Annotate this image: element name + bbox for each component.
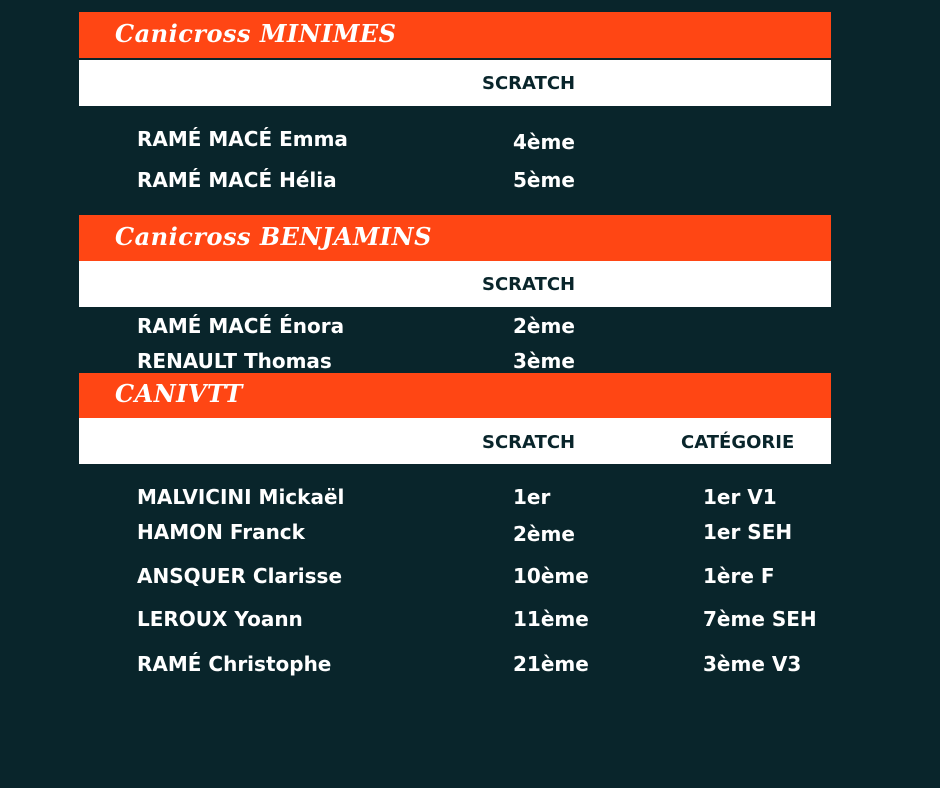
- table-header-canivtt: [79, 418, 831, 464]
- section-title-bar-canivtt: [79, 373, 831, 418]
- scratch-column-header: SCRATCH: [482, 274, 576, 295]
- participant-name: ANSQUER Clarisse: [137, 564, 343, 588]
- table-row: [0, 127, 940, 157]
- table-row: [0, 485, 940, 515]
- category-rank: 1er SEH: [703, 520, 793, 544]
- table-row: [0, 168, 940, 198]
- table-header-benjamins: [79, 261, 831, 307]
- scratch-rank: 1er: [513, 485, 551, 509]
- table-row: [0, 564, 940, 594]
- scratch-rank: 3ème: [513, 349, 575, 373]
- table-row: [0, 520, 940, 550]
- participant-name: MALVICINI Mickaël: [137, 485, 345, 509]
- table-header-minimes: [79, 60, 831, 106]
- scratch-column-header: SCRATCH: [482, 73, 576, 94]
- section-title: CANIVTT: [115, 379, 243, 408]
- table-row: [0, 652, 940, 682]
- category-rank: 7ème SEH: [703, 607, 817, 631]
- category-rank: 1er V1: [703, 485, 777, 509]
- participant-name: RAMÉ MACÉ Emma: [137, 127, 348, 151]
- participant-name: RENAULT Thomas: [137, 349, 332, 373]
- scratch-rank: 2ème: [513, 314, 575, 338]
- category-column-header: CATÉGORIE: [681, 432, 795, 453]
- scratch-rank: 5ème: [513, 168, 575, 192]
- scratch-rank: 2ème: [513, 522, 575, 546]
- section-title: Canicross MINIMES: [115, 19, 397, 48]
- section-title-bar-minimes: [79, 12, 831, 58]
- scratch-column-header: SCRATCH: [482, 432, 576, 453]
- section-title-bar-benjamins: [79, 215, 831, 261]
- participant-name: RAMÉ MACÉ Hélia: [137, 168, 337, 192]
- category-rank: 1ère F: [703, 564, 775, 588]
- participant-name: RAMÉ MACÉ Énora: [137, 314, 345, 338]
- participant-name: RAMÉ Christophe: [137, 652, 332, 676]
- section-title: Canicross BENJAMINS: [115, 222, 432, 251]
- participant-name: LEROUX Yoann: [137, 607, 303, 631]
- scratch-rank: 11ème: [513, 607, 589, 631]
- participant-name: HAMON Franck: [137, 520, 305, 544]
- table-row: [0, 607, 940, 637]
- scratch-rank: 21ème: [513, 652, 589, 676]
- category-rank: 3ème V3: [703, 652, 802, 676]
- table-row: [0, 314, 940, 344]
- scratch-rank: 4ème: [513, 130, 575, 154]
- scratch-rank: 10ème: [513, 564, 589, 588]
